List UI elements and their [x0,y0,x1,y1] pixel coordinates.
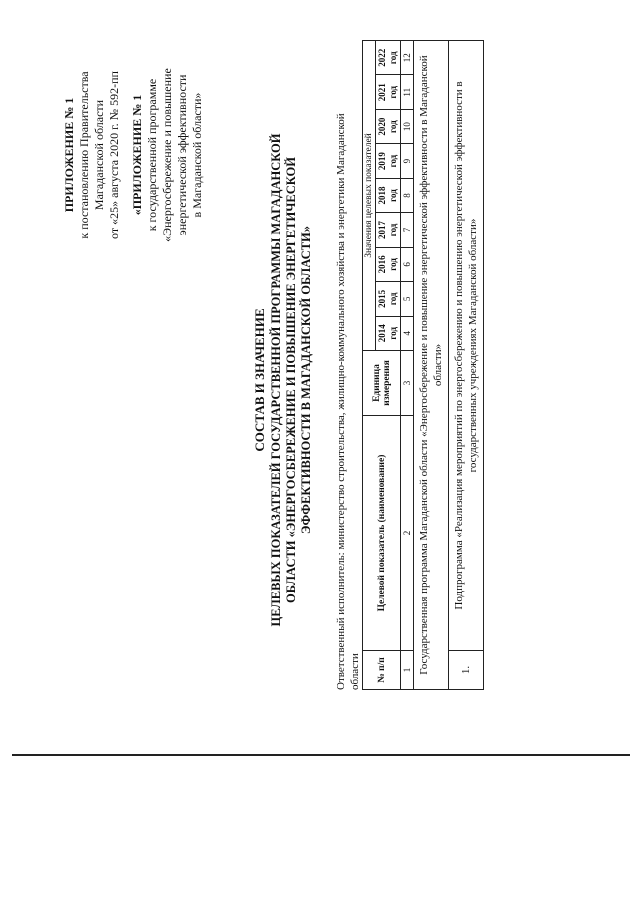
col-index: 5 [401,282,414,316]
heading-line: ОБЛАСТИ «ЭНЕРГОСБЕРЕЖЕНИЕ И ПОВЫШЕНИЕ ЭНЕРГЕТИЧЕСКОЙ [284,157,298,603]
col-index: 11 [401,75,414,109]
horizontal-divider [12,754,630,756]
approval-title: ПРИЛОЖЕНИЕ № 1 [62,97,76,213]
sub-appendix-line: «Энергосбережение и повышение [160,68,174,242]
header-year: 2016 год [376,247,401,281]
subprogram-num: 1. [449,651,484,690]
approval-line: к постановлению Правительства [77,71,91,239]
sub-appendix-line: к государственной программе [145,78,159,232]
header-year: 2020 год [376,109,401,143]
header-year: 2018 год [376,178,401,212]
approval-line: от «25» августа 2020 г. № 592-пп [107,71,121,239]
rotated-page [62,40,552,720]
col-index: 7 [401,213,414,247]
subprogram-row [449,41,484,690]
approval-line: Магаданской области [92,99,106,211]
heading-line: ЦЕЛЕВЫХ ПОКАЗАТЕЛЕЙ ГОСУДАРСТВЕННОЙ ПРОГРАММЫ МАГАДАНСКОЙ [269,133,283,627]
header-year: 2021 год [376,75,401,109]
header-unit: Единица измерения [363,351,401,416]
col-index: 10 [401,109,414,143]
sub-appendix-line: энергетической эффективности [175,74,189,236]
column-index-row [401,41,414,690]
col-index: 1 [401,651,414,690]
header-year: 2015 год [376,282,401,316]
col-index: 12 [401,41,414,76]
header-num: № п/п [363,651,401,690]
header-name: Целевой показатель (наименование) [363,416,401,651]
sub-appendix-line: в Магаданской области» [190,92,204,218]
sub-appendix-title: «ПРИЛОЖЕНИЕ № 1 [130,94,144,216]
header-year: 2019 год [376,144,401,178]
program-row [414,41,449,690]
header-year: 2022 год [376,41,401,76]
heading-line: СОСТАВ И ЗНАЧЕНИЕ [252,308,267,452]
header-year: 2017 год [376,213,401,247]
col-index: 6 [401,247,414,281]
responsible-executor: Ответственный исполнитель: министерство строительства, жилищно-коммунального хозяйства и энергетики Магаданской области [335,113,361,690]
document-heading [252,130,314,630]
col-index: 2 [401,416,414,651]
header-year: 2014 год [376,316,401,350]
approval-block [62,40,205,270]
col-index: 9 [401,144,414,178]
col-index: 3 [401,351,414,416]
indicators-table [362,40,484,690]
col-index: 4 [401,316,414,350]
col-index: 8 [401,178,414,212]
subprogram-name: Подпрограмма «Реализация мероприятий по энергосбережению и повышению энергетической эффективности в государственных учреждениях Магаданской области» [449,41,484,651]
heading-line: ЭФФЕКТИВНОСТИ В МАГАДАНСКОЙ ОБЛАСТИ» [299,226,313,534]
program-name: Государственная программа Магаданской области «Энергосбережение и повышение энергетической эффективности в Магаданской области» [414,41,449,690]
header-values: Значения целевых показателей [363,41,376,351]
